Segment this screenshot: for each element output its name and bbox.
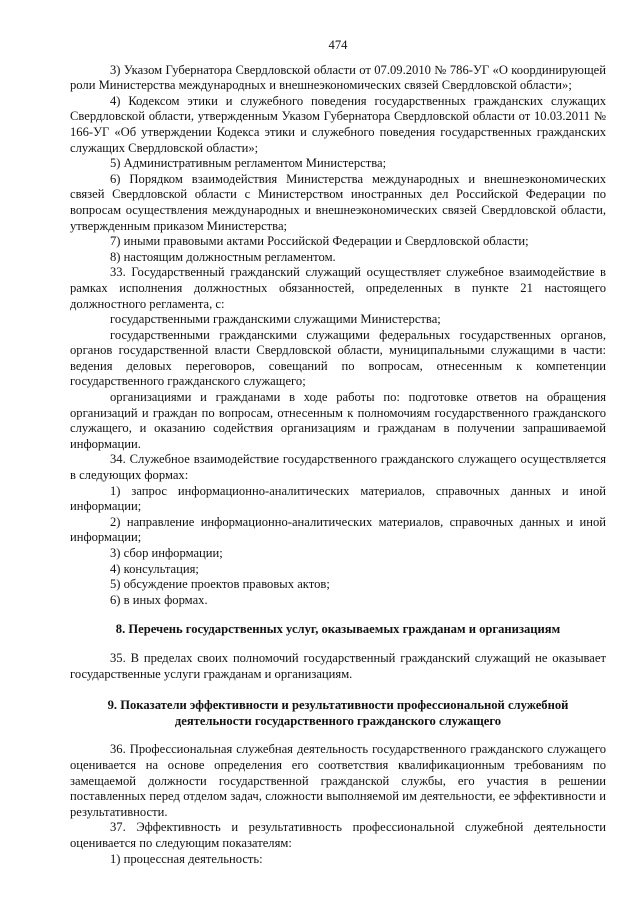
page-number: 474	[328, 38, 348, 52]
section-9-heading-line-2: деятельности государственного гражданского служащего	[174, 713, 502, 728]
paragraph-34-form-6: 6) в иных формах.	[110, 592, 208, 607]
paragraph-item-8: 8) настоящим должностным регламентом.	[110, 249, 336, 264]
paragraph-34-form-1: 1) запрос информационно-аналитических материалов, справочных данных и иной информации;	[70, 483, 606, 514]
paragraph-item-3: 3) Указом Губернатора Свердловской области от 07.09.2010 № 786-УГ «О координирующей роли Министерства международных и внешнеэкономических связей Свердловской области»;	[70, 62, 606, 93]
section-8-heading: 8. Перечень государственных услуг, оказываемых гражданам и организациям	[115, 622, 561, 637]
paragraph-34-form-5: 5) обсуждение проектов правовых актов;	[110, 577, 330, 592]
paragraph-34-form-3: 3) сбор информации;	[110, 546, 223, 560]
paragraph-item-7: 7) иными правовыми актами Российской Федерации и Свердловской области;	[110, 234, 529, 249]
paragraph-34-form-4: 4) консультация;	[110, 561, 199, 576]
paragraph-item-6: 6) Порядком взаимодействия Министерства международных и внешнеэкономических связей Свердловской области с Министерством иностранных дел Российской Федерации по вопросам осуществления международных и внешнеэкономических связей Свердловской области, утвержденным приказом Министерства;	[70, 171, 606, 233]
paragraph-33-federal-servants: государственными гражданскими служащими федеральных государственных органов, органов государственной власти Свердловской области, муниципальными служащими в части: ведения деловых переговоров, совещаний по вопросам, отнесенным к компетенции государственного гражданского служащего;	[70, 327, 606, 389]
paragraph-37: 37. Эффективность и результативность профессиональной служебной деятельности оценивается по следующим показателям:	[70, 820, 606, 850]
paragraph-34: 34. Служебное взаимодействие государственного гражданского служащего осуществляется в следующих формах:	[70, 452, 606, 483]
paragraph-36: 36. Профессиональная служебная деятельность государственного гражданского служащего оценивается на основе определения его соответствия квалификационным требованиям по замещаемой должности государственной гражданской службы, его участия в решении поставленных перед отделом задач, сложности выполняемой им деятельности, ее эффективности и результативности.	[70, 742, 606, 819]
paragraph-item-4: 4) Кодексом этики и служебного поведения государственных гражданских служащих Свердловской области, утвержденным Указом Губернатора Свердловской области от 10.03.2011 № 166-УГ «Об утверждении Кодекса этики и служебного поведения государственных гражданских служащих Свердловской области»;	[70, 93, 606, 155]
paragraph-35: 35. В пределах своих полномочий государственный гражданский служащий не оказывает государственные услуги гражданам и организациям.	[70, 650, 606, 681]
paragraph-37-item-1: 1) процессная деятельность:	[110, 851, 263, 866]
paragraph-34-form-2: 2) направление информационно-аналитических материалов, справочных данных и иной информации;	[70, 514, 606, 545]
paragraph-33-organizations: организациями и гражданами в ходе работы по: подготовке ответов на обращения организаций и граждан по вопросам, отнесенным к полномочиям государственного гражданского служащего, и оказанию содействия организациям и гражданам в получении запрашиваемой информации.	[70, 390, 606, 451]
paragraph-33: 33. Государственный гражданский служащий осуществляет служебное взаимодействие в рамках исполнения должностных обязанностей, определенных в пункте 21 настоящего должностного регламента, с:	[70, 265, 606, 311]
paragraph-33-civil-servants: государственными гражданскими служащими Министерства;	[110, 312, 441, 327]
section-9-heading-line-1: 9. Показатели эффективности и результативности профессиональной служебной	[107, 698, 569, 713]
section-9-heading	[70, 698, 606, 729]
paragraph-item-5: 5) Административным регламентом Министерства;	[110, 156, 387, 171]
